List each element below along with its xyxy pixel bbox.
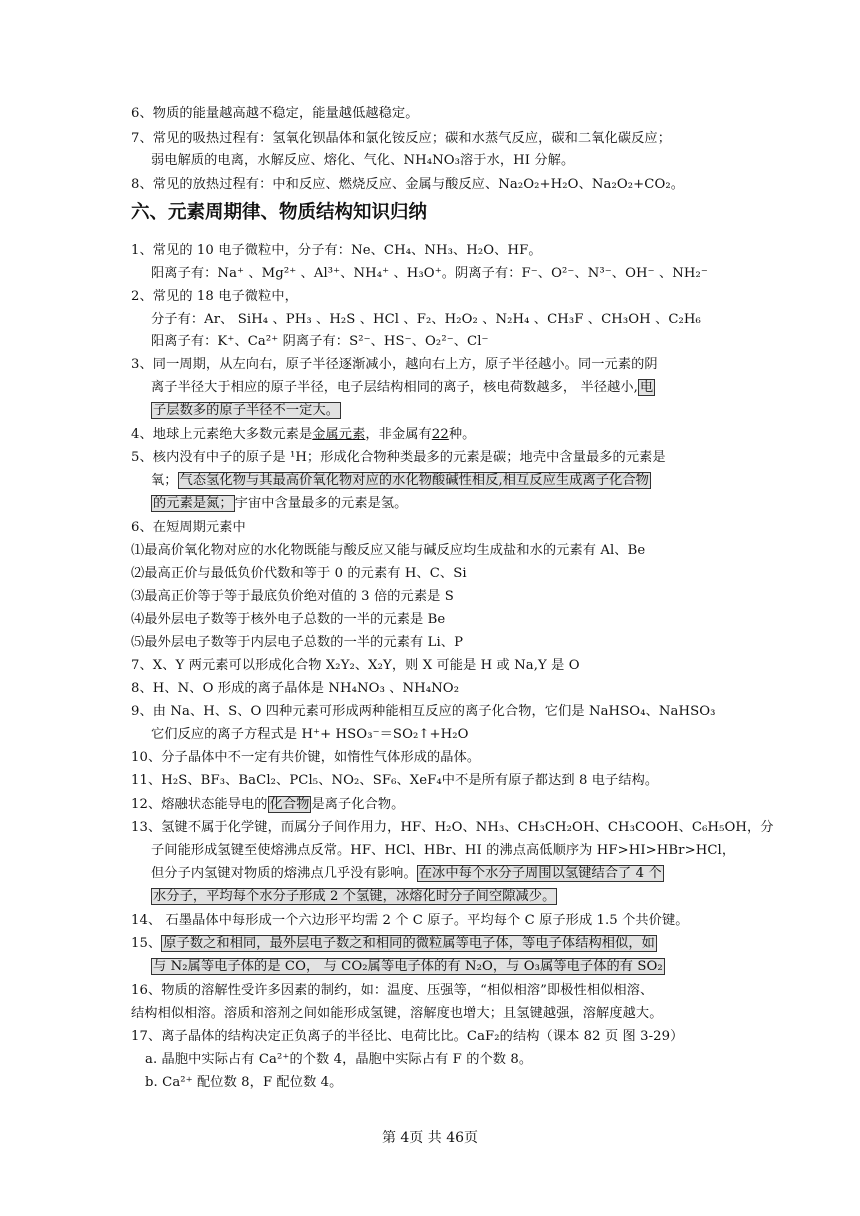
item-12 [131, 795, 404, 815]
line-7-endothermic-cont: 弱电解质的电离，水解反应、熔化、气化、NH₄NO₃溶于水，HI 分解。 [151, 153, 575, 168]
item-9-equation: 它们反应的离子方程式是 H⁺+ HSO₃⁻＝SO₂↑+H₂O [151, 727, 469, 742]
item-6-5: ⑸最外层电子数等于内层电子总数的一半的元素有 Li、P [131, 635, 464, 650]
item-13-cont2 [151, 864, 664, 884]
item-12-text-c: 是离子化合物。 [311, 797, 405, 812]
page-footer: 第 4页 共 46页 [381, 1130, 479, 1146]
item-5: 5、核内没有中子的原子是 ¹H；形成化合物种类最多的元素是碳；地壳中含量最多的元素是 [131, 450, 666, 465]
item-3-highlight-start: 电 [639, 380, 654, 395]
item-16-cont: 结构相似相溶。溶质和溶剂之间如能形成氢键，溶解度也增大；且氢键越强，溶解度越大。 [131, 1006, 663, 1021]
item-6: 6、在短周期元素中 [131, 520, 246, 535]
item-5-cont2 [151, 494, 407, 514]
item-10: 10、分子晶体中不一定有共价键，如惰性气体形成的晶体。 [131, 750, 481, 765]
item-7: 7、X、Y 两元素可以形成化合物 X₂Y₂、X₂Y，则 X 可能是 H 或 Na,Y 是 O [131, 658, 580, 673]
item-11: 11、H₂S、BF₃、BaCl₂、PCl₅、NO₂、SF₆、XeF₄中不是所有原子都达到 8 电子结构。 [131, 773, 659, 788]
item-12-highlight: 化合物 [269, 797, 310, 812]
item-15 [131, 934, 657, 954]
item-4-text-e: 种。 [448, 427, 476, 442]
item-2: 2、常见的 18 电子微粒中， [131, 289, 298, 304]
item-5-highlight: 气态氢化物与其最高价氧化物对应的水化物酸碱性相反,相互反应生成离子化合物 [179, 473, 649, 488]
item-8: 8、H、N、O 形成的离子晶体是 NH₄NO₃ 、NH₄NO₂ [131, 681, 460, 696]
item-6-2: ⑵最高正价与最低负价代数和等于 0 的元素有 H、C、Si [131, 566, 467, 581]
item-13-highlight: 在冰中每个水分子周围以氢键结合了 4 个 [418, 866, 662, 881]
item-17-a: a. 晶胞中实际占有 Ca²⁺的个数 4，晶胞中实际占有 F 的个数 8。 [145, 1052, 533, 1067]
item-9: 9、由 Na、H、S、O 四种元素可形成两种能相互反应的离子化合物，它们是 NaHSO₄、NaHSO₃ [131, 704, 716, 719]
item-4-underline-metal: 金属元素 [312, 427, 366, 442]
item-3: 3、同一周期，从左向右，原子半径逐渐减小，越向右上方，原子半径越小。同一元素的阴 [131, 357, 658, 372]
item-15-number: 15、 [131, 936, 162, 951]
line-6-energy: 6、物质的能量越高越不稳定，能量越低越稳定。 [131, 106, 419, 121]
item-4 [131, 425, 475, 445]
item-1: 1、常见的 10 电子微粒中，分子有：Ne、CH₄、NH₃、H₂O、HF。 [131, 243, 542, 258]
item-13: 13、氢键不属于化学键，而属分子间作用力，HF、H₂O、NH₃、CH₃CH₂OH、CH₃COOH、C₆H₅OH，分 [131, 820, 774, 835]
item-15-highlight-end: 与 N₂属等电子体的是 CO， 与 CO₂属等电子体的有 N₂O，与 O₃属等电子体的有 SO₂ [153, 959, 663, 974]
item-1-ions: 阳离子有：Na⁺ 、Mg²⁺ 、Al³⁺、NH₄⁺ 、H₃O⁺。阴离子有：F⁻、O²⁻、N³⁻、OH⁻ 、NH₂⁻ [151, 266, 708, 281]
item-16: 16、物质的溶解性受许多因素的制约，如：温度、压强等，“相似相溶”即极性相似相溶、 [131, 983, 654, 998]
item-14: 14、 石墨晶体中每形成一个六边形平均需 2 个 C 原子。平均每个 C 原子形成 1.5 个共价键。 [131, 913, 689, 928]
item-5-text-end: 宇宙中含量最多的元素是氢。 [234, 496, 408, 511]
item-2-molecules: 分子有：Ar、 SiH₄ 、PH₃ 、H₂S 、HCl 、F₂、H₂O₂ 、N₂H₄ 、CH₃F 、CH₃OH 、C₂H₆ [151, 312, 701, 327]
item-6-1: ⑴最高价氧化物对应的水化物既能与酸反应又能与碱反应均生成盐和水的元素有 Al、Be [131, 543, 646, 558]
item-6-4: ⑷最外层电子数等于核外电子总数的一半的元素是 Be [131, 612, 446, 627]
item-5-highlight-end: 的元素是氮； [153, 496, 233, 511]
item-4-underline-22: 22 [431, 427, 449, 442]
line-7-endothermic: 7、常见的吸热过程有：氢氧化钡晶体和氯化铵反应；碳和水蒸气反应，碳和二氧化碳反应； [131, 131, 671, 146]
item-3-highlight-end: 子层数多的原子半径不一定大。 [153, 403, 340, 418]
item-3-cont [151, 378, 655, 398]
item-12-text-a: 12、熔融状态能导电的 [131, 797, 268, 812]
item-4-text-a: 4、地球上元素绝大多数元素是 [131, 427, 313, 442]
item-13-cont3 [151, 887, 557, 907]
item-2-ions: 阳离子有：K⁺、Ca²⁺ 阴离子有：S²⁻、HS⁻、O₂²⁻、Cl⁻ [151, 334, 489, 349]
item-5-cont [151, 471, 651, 491]
item-13-cont: 子间能形成氢键至使熔沸点反常。HF、HCl、HBr、HI 的沸点高低顺序为 HF>HI>HBr>HCl， [151, 843, 736, 858]
item-17: 17、离子晶体的结构决定正负离子的半径比、电荷比比。CaF₂的结构（课本 82 页 图 3-29） [131, 1029, 684, 1044]
item-3-text: 离子半径大于相应的原子半径，电子层结构相同的离子，核电荷数越多， 半径越小, [151, 380, 638, 395]
item-15-highlight: 原子数之和相同，最外层电子数之和相同的微粒属等电子体，等电子体结构相似，如 [163, 936, 655, 951]
item-5-text: 氧； [151, 473, 178, 488]
item-4-text-c: ，非金属有 [365, 427, 432, 442]
item-13-highlight-end: 水分子，平均每个水分子形成 2 个氢键，冰熔化时分子间空隙减少。 [153, 889, 556, 904]
section-heading: 六、元素周期律、物质结构知识归纳 [131, 202, 428, 223]
item-13-text: 但分子内氢键对物质的熔沸点几乎没有影响。 [151, 866, 417, 881]
line-8-exothermic: 8、常见的放热过程有：中和反应、燃烧反应、金属与酸反应、Na₂O₂+H₂O、Na₂O₂+CO₂。 [131, 177, 685, 192]
item-17-b: b. Ca²⁺ 配位数 8，F 配位数 4。 [145, 1075, 343, 1090]
item-3-cont2 [151, 401, 341, 421]
item-6-3: ⑶最高正价等于等于最底负价绝对值的 3 倍的元素是 S [131, 589, 454, 604]
item-15-cont [151, 957, 665, 977]
